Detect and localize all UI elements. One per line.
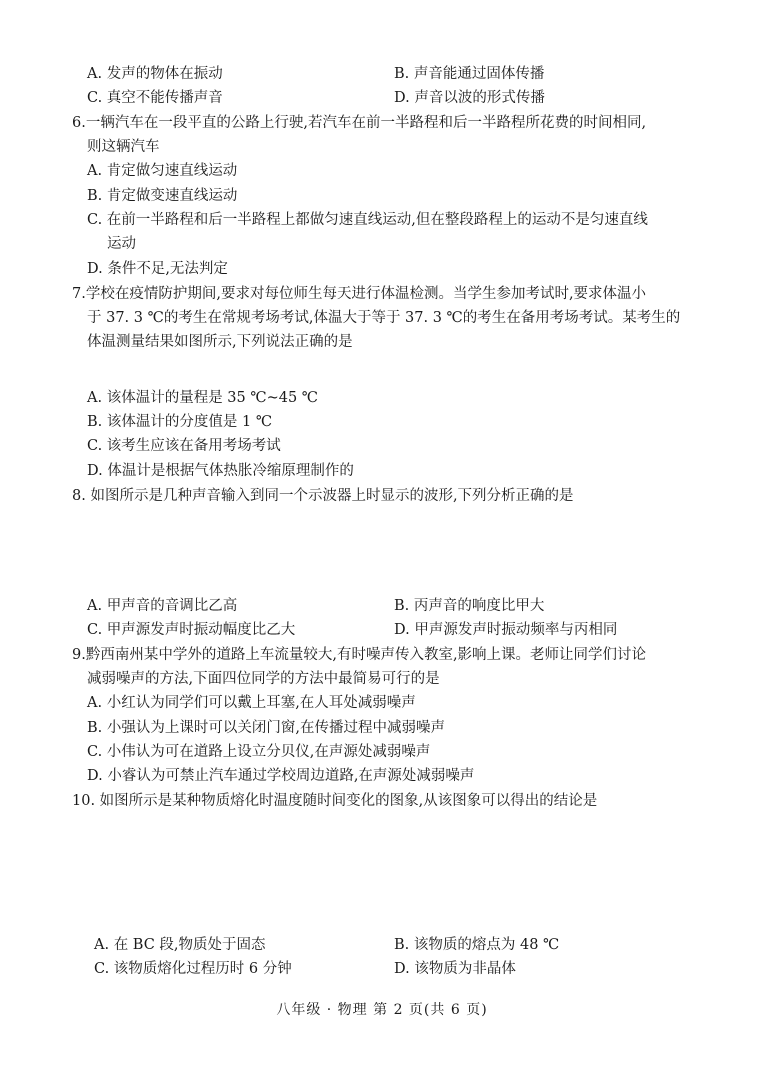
q9-option-b[interactable]: B. 小强认为上课时可以关闭门窗,在传播过程中减弱噪声 <box>87 720 445 736</box>
q9-option-a[interactable]: A. 小红认为同学们可以戴上耳塞,在人耳处减弱噪声 <box>87 695 416 711</box>
q7-option-d[interactable]: D. 体温计是根据气体热胀冷缩原理制作的 <box>87 463 354 479</box>
q10-stem: 10. 如图所示是某种物质熔化时温度随时间变化的图象,从该图象可以得出的结论是 <box>72 793 598 809</box>
q8-option-d[interactable]: D. 甲声源发声时振动频率与丙相同 <box>394 622 618 638</box>
q7-option-b[interactable]: B. 该体温计的分度值是 1 ℃ <box>87 414 273 430</box>
q7-stem-line1: 7.学校在疫情防护期间,要求对每位师生每天进行体温检测。当学生参加考试时,要求体温小 <box>72 286 647 302</box>
q6-option-c[interactable]: C. 在前一半路程和后一半路程上都做匀速直线运动,但在整段路程上的运动不是匀速直线 <box>87 212 648 228</box>
q6-stem-line1: 6.一辆汽车在一段平直的公路上行驶,若汽车在前一半路程和后一半路程所花费的时间相同, <box>72 115 647 131</box>
q5-option-b[interactable]: B. 声音能通过固体传播 <box>394 66 545 82</box>
q10-option-d[interactable]: D. 该物质为非晶体 <box>394 961 516 977</box>
q6-option-a[interactable]: A. 肯定做匀速直线运动 <box>87 163 238 179</box>
q7-option-a[interactable]: A. 该体温计的量程是 35 ℃~45 ℃ <box>87 390 319 406</box>
q9-option-d[interactable]: D. 小睿认为可禁止汽车通过学校周边道路,在声源处减弱噪声 <box>87 768 475 784</box>
q7-stem-line2: 于 37. 3 ℃的考生在常规考场考试,体温大于等于 37. 3 ℃的考生在备用考场考试。某考生的 <box>87 310 681 326</box>
q10-option-a[interactable]: A. 在 BC 段,物质处于固态 <box>94 937 266 953</box>
q9-stem-line1: 9.黔西南州某中学外的道路上车流量较大,有时噪声传入教室,影响上课。老师让同学们讨论 <box>72 647 647 663</box>
q8-option-b[interactable]: B. 丙声音的响度比甲大 <box>394 598 545 614</box>
q5-option-a[interactable]: A. 发声的物体在振动 <box>87 66 223 82</box>
q10-option-c[interactable]: C. 该物质熔化过程历时 6 分钟 <box>94 961 292 977</box>
q8-stem: 8. 如图所示是几种声音输入到同一个示波器上时显示的波形,下列分析正确的是 <box>72 488 574 504</box>
q9-option-c[interactable]: C. 小伟认为可在道路上设立分贝仪,在声源处减弱噪声 <box>87 744 431 760</box>
q8-option-c[interactable]: C. 甲声源发声时振动幅度比乙大 <box>87 622 296 638</box>
q7-option-c[interactable]: C. 该考生应该在备用考场考试 <box>87 438 281 454</box>
q5-option-d[interactable]: D. 声音以波的形式传播 <box>394 90 545 106</box>
q8-option-a[interactable]: A. 甲声音的音调比乙高 <box>87 598 238 614</box>
page-footer: 八年级 · 物理 第 2 页(共 6 页) <box>276 1002 488 1018</box>
q9-stem-line2: 减弱噪声的方法,下面四位同学的方法中最简易可行的是 <box>87 671 440 687</box>
q6-stem-line2: 则这辆汽车 <box>87 139 160 155</box>
q10-option-b[interactable]: B. 该物质的熔点为 48 ℃ <box>394 937 560 953</box>
q7-stem-line3: 体温测量结果如图所示,下列说法正确的是 <box>87 334 353 350</box>
q6-option-b[interactable]: B. 肯定做变速直线运动 <box>87 188 238 204</box>
q5-option-c[interactable]: C. 真空不能传播声音 <box>87 90 223 106</box>
q6-option-d[interactable]: D. 条件不足,无法判定 <box>87 261 228 277</box>
q6-option-c-continued: 运动 <box>107 236 136 252</box>
